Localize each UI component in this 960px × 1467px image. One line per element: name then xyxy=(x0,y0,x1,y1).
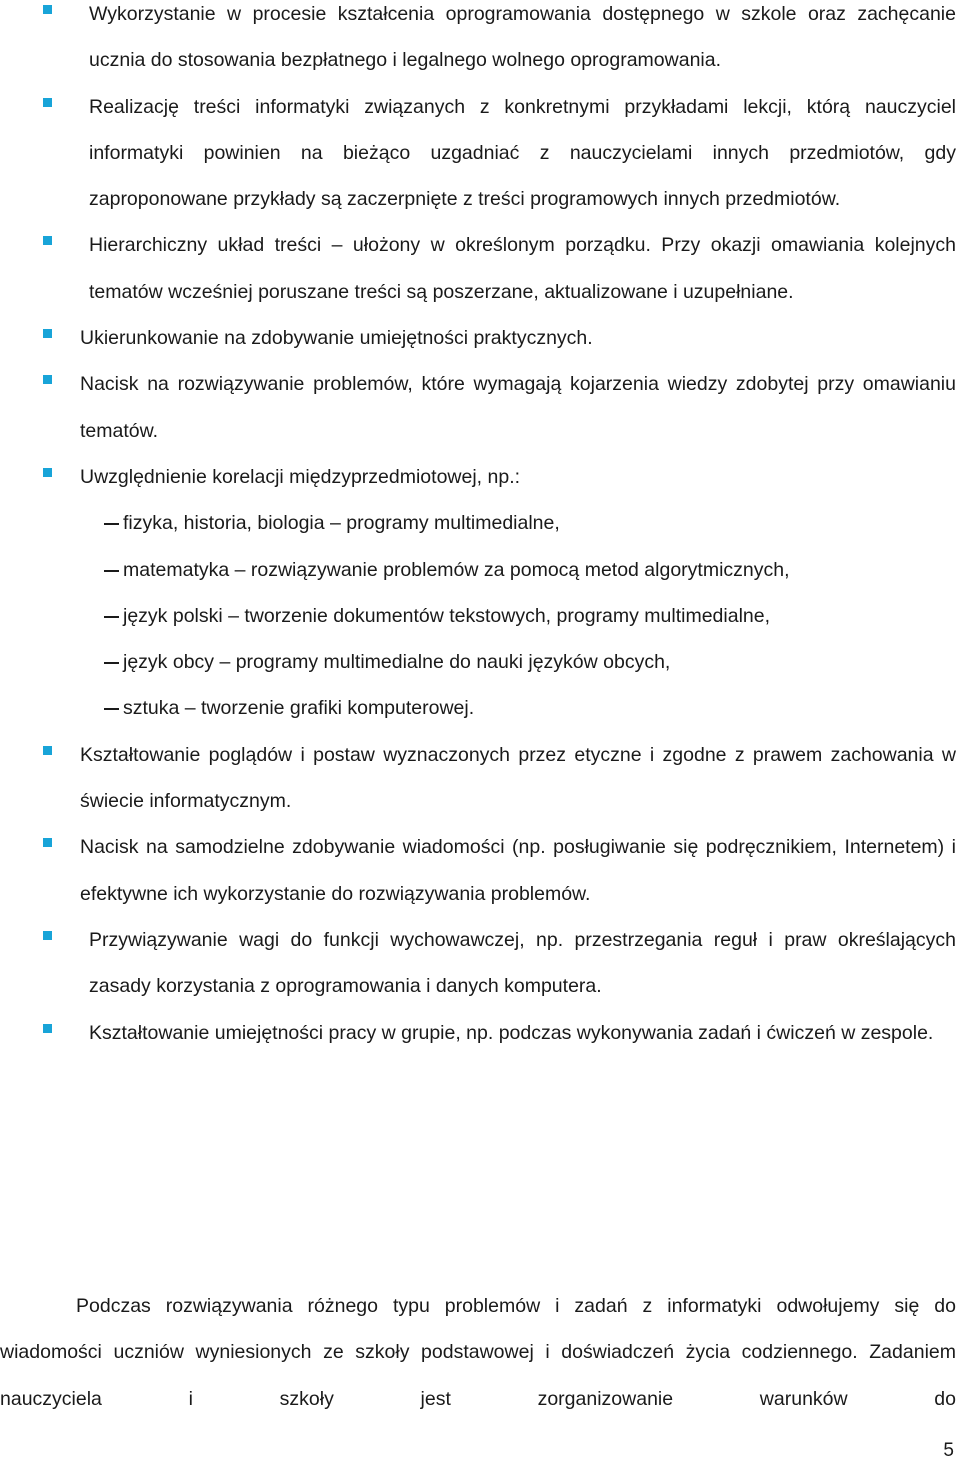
list-item-text: Realizację treści informatyki związanych z konkretnymi przykładami lekcji, którą nauczyciel informatyki powinien na bieżąco uzgadniać z nauczycielami innych przedmiotów, gdy zaproponowane przykłady są zaczerpnięte z treści programowych innych przedmiotów. xyxy=(89,95,956,211)
dash-bullet-icon xyxy=(104,523,119,525)
list-item xyxy=(80,732,956,825)
list-item-text: Hierarchiczny układ treści – ułożony w określonym porządku. Przy okazji omawiania kolejnych tematów wcześniej poruszane treści są poszerzane, aktualizowane i uzupełniane. xyxy=(89,234,956,303)
list-item xyxy=(89,917,956,1010)
list-item-text: Nacisk na rozwiązywanie problemów, które wymagają kojarzenia wiedzy zdobytej przy omawianiu tematów. xyxy=(80,373,956,442)
list-item xyxy=(89,0,956,84)
list-item-text: Uwzględnienie korelacji międzyprzedmiotowej, np.: xyxy=(80,465,521,488)
sublist-item-text: matematyka – rozwiązywanie problemów za pomocą metod algorytmicznych, xyxy=(123,558,790,581)
dash-bullet-icon xyxy=(104,708,119,710)
square-bullet-icon xyxy=(43,931,52,940)
sublist-item xyxy=(123,593,960,639)
list-item xyxy=(80,361,956,454)
sublist-item xyxy=(123,500,960,546)
sublist-item xyxy=(123,685,960,731)
dash-bullet-icon xyxy=(104,570,119,572)
square-bullet-icon xyxy=(43,746,52,755)
sublist-item-text: sztuka – tworzenie grafiki komputerowej. xyxy=(123,697,475,720)
sublist-item xyxy=(123,639,960,685)
square-bullet-icon xyxy=(43,329,52,338)
list-item xyxy=(80,454,956,500)
square-bullet-icon xyxy=(43,375,52,384)
correlation-sublist xyxy=(0,500,960,731)
sublist-item-text: język obcy – programy multimedialne do nauki języków obcych, xyxy=(123,651,671,674)
list-item xyxy=(80,824,956,917)
list-item-text: Nacisk na samodzielne zdobywanie wiadomości (np. posługiwanie się podręcznikiem, Internetem) i efektywne ich wykorzystanie do rozwiązywania problemów. xyxy=(80,836,956,905)
page-number: 5 xyxy=(943,1440,954,1461)
square-bullet-icon xyxy=(43,5,52,14)
paragraph-text: Podczas rozwiązywania różnego typu problemów i zadań z informatyki odwołujemy się do wiadomości uczniów wyniesionych ze szkoły podstawowej i doświadczeń życia codziennego. Zadaniem nauczyciela i szkoły jest zorganizowanie warunków do xyxy=(0,1295,956,1410)
list-item xyxy=(89,222,956,315)
list-item xyxy=(89,1010,956,1056)
square-bullet-icon xyxy=(43,838,52,847)
square-bullet-icon xyxy=(43,98,52,107)
list-item-text: Ukierunkowanie na zdobywanie umiejętności praktycznych. xyxy=(80,327,593,350)
list-item-text: Kształtowanie umiejętności pracy w grupie, np. podczas wykonywania zadań i ćwiczeń w zespole. xyxy=(89,1021,934,1044)
square-bullet-icon xyxy=(43,236,52,245)
list-item-text: Wykorzystanie w procesie kształcenia oprogramowania dostępnego w szkole oraz zachęcanie ucznia do stosowania bezpłatnego i legalnego wolnego oprogramowania. xyxy=(89,3,956,72)
sublist-item-text: fizyka, historia, biologia – programy multimedialne, xyxy=(123,512,560,535)
list-item-text: Przywiązywanie wagi do funkcji wychowawczej, np. przestrzegania reguł i praw określających zasady korzystania z oprogramowania i danych komputera. xyxy=(89,928,956,998)
dash-bullet-icon xyxy=(104,662,119,664)
sublist-item xyxy=(123,547,960,593)
body-paragraph xyxy=(0,1283,956,1422)
square-bullet-icon xyxy=(43,468,52,477)
dash-bullet-icon xyxy=(104,616,119,618)
square-bullet-icon xyxy=(43,1024,52,1033)
sublist-item-text: język polski – tworzenie dokumentów tekstowych, programy multimedialne, xyxy=(123,604,771,627)
list-item xyxy=(80,315,956,361)
list-item-text: Kształtowanie poglądów i postaw wyznaczonych przez etyczne i zgodne z prawem zachowania w świecie informatycznym. xyxy=(80,743,956,813)
list-item xyxy=(89,84,956,223)
